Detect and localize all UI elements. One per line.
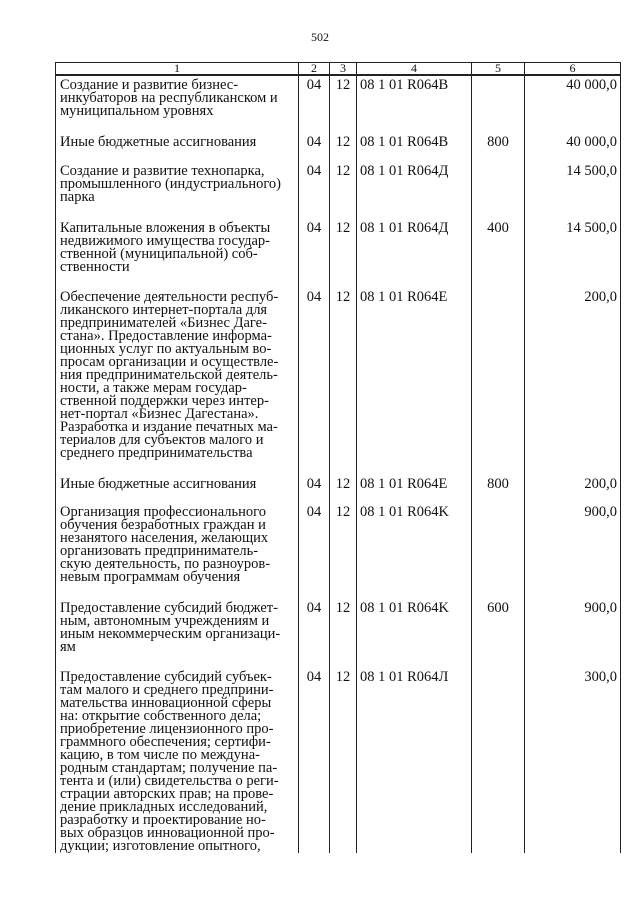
row-name — [56, 162, 299, 219]
row-name — [56, 475, 299, 503]
header-col-1: 1 — [56, 63, 299, 76]
row-target-code: 08 1 01 R064E — [357, 288, 472, 475]
header-row — [56, 63, 621, 76]
row-name — [56, 219, 299, 288]
row-subsection: 12 — [330, 503, 357, 599]
row-name-line: ственной поддержки через интер- — [60, 393, 269, 409]
row-name-line: граммного обеспечения; сертифи- — [60, 734, 271, 750]
row-subsection: 12 — [330, 162, 357, 219]
table-row — [56, 475, 621, 503]
row-name-line: мательства инновационной сферы — [60, 695, 272, 711]
row-amount: 900,0 — [525, 599, 621, 668]
row-section: 04 — [299, 599, 330, 668]
row-name-line: инкубаторов на республиканском и — [60, 90, 278, 106]
row-name-line: среднего предпринимательства — [60, 445, 253, 461]
table-row — [56, 668, 621, 853]
row-name-line: териалов для субъектов малого и — [60, 432, 264, 448]
row-name-line: Иные бюджетные ассигнования — [60, 134, 257, 150]
row-name-line: дение прикладных исследований, — [60, 799, 268, 815]
row-amount: 300,0 — [525, 668, 621, 853]
row-name-line: тента и (или) свидетельства о реги- — [60, 773, 279, 789]
row-expense-type: 600 — [472, 599, 525, 668]
row-expense-type: 800 — [472, 475, 525, 503]
row-section: 04 — [299, 219, 330, 288]
row-name-line: ликанского интернет-портала для — [60, 302, 268, 318]
row-name-line: Предоставление субсидий бюджет- — [60, 600, 278, 616]
row-subsection: 12 — [330, 75, 357, 133]
header-col-4: 4 — [357, 63, 472, 76]
row-name-line: обучения безработных граждан и — [60, 517, 266, 533]
row-subsection: 12 — [330, 288, 357, 475]
row-name-line: страции авторских прав; на прове- — [60, 786, 274, 802]
row-subsection: 12 — [330, 219, 357, 288]
row-section: 04 — [299, 475, 330, 503]
row-name-line: ности, а также мерам государ- — [60, 380, 247, 396]
row-name-line: предпринимателей «Бизнес Даге- — [60, 315, 267, 331]
row-name-line: родным стандартам; получение па- — [60, 760, 278, 776]
header-col-5: 5 — [472, 63, 525, 76]
row-name-line: недвижимого имущества государ- — [60, 233, 270, 249]
row-subsection: 12 — [330, 475, 357, 503]
row-name-line: Капитальные вложения в объекты — [60, 220, 271, 236]
row-target-code: 08 1 01 R064B — [357, 75, 472, 133]
row-section: 04 — [299, 75, 330, 133]
row-name-line: дукции; изготовление опытного, — [60, 838, 261, 854]
row-name-line: парка — [60, 189, 95, 205]
row-name-line: ционных услуг по актуальным во- — [60, 341, 272, 357]
row-section: 04 — [299, 288, 330, 475]
row-target-code: 08 1 01 R064K — [357, 599, 472, 668]
budget-table — [55, 62, 621, 853]
row-name — [56, 668, 299, 853]
row-name — [56, 133, 299, 162]
row-name-line: невым программам обучения — [60, 569, 241, 585]
table-row — [56, 288, 621, 475]
row-section: 04 — [299, 162, 330, 219]
row-name-line: там малого и среднего предприни- — [60, 682, 274, 698]
row-expense-type — [472, 75, 525, 133]
row-name — [56, 288, 299, 475]
table-row — [56, 162, 621, 219]
table-row — [56, 75, 621, 133]
row-name-line: Разработка и издание печатных ма- — [60, 419, 278, 435]
row-name-line: скую деятельность, по разноуров- — [60, 556, 271, 572]
row-name-line: стана». Предоставление информа- — [60, 328, 272, 344]
row-name-line: кацию, в том числе по междуна- — [60, 747, 260, 763]
row-name — [56, 599, 299, 668]
row-target-code: 08 1 01 R064Л — [357, 668, 472, 853]
row-amount: 900,0 — [525, 503, 621, 599]
row-target-code: 08 1 01 R064B — [357, 133, 472, 162]
row-name-line: Обеспечение деятельности респуб- — [60, 289, 279, 305]
row-amount: 200,0 — [525, 288, 621, 475]
row-name-line: Иные бюджетные ассигнования — [60, 476, 257, 492]
page-number: 502 — [311, 30, 329, 44]
row-name-line: нет-портал «Бизнес Дагестана». — [60, 406, 259, 422]
header-col-6: 6 — [525, 63, 621, 76]
row-name-line: просам организации и осуществле- — [60, 354, 279, 370]
row-amount: 40 000,0 — [525, 133, 621, 162]
row-name-line: муниципальном уровнях — [60, 103, 214, 119]
row-name-line: ственной (муниципальной) соб- — [60, 246, 258, 262]
row-name-line: Создание и развитие технопарка, — [60, 163, 265, 179]
row-target-code: 08 1 01 R064Д — [357, 162, 472, 219]
row-target-code: 08 1 01 R064Д — [357, 219, 472, 288]
row-section: 04 — [299, 668, 330, 853]
row-subsection: 12 — [330, 133, 357, 162]
row-expense-type: 400 — [472, 219, 525, 288]
header-col-2: 2 — [299, 63, 330, 76]
row-name — [56, 75, 299, 133]
row-expense-type: 800 — [472, 133, 525, 162]
row-name-line: вых образцов инновационной про- — [60, 825, 275, 841]
row-name-line: незанятого населения, желающих — [60, 530, 269, 546]
row-amount: 40 000,0 — [525, 75, 621, 133]
row-expense-type — [472, 162, 525, 219]
row-name-line: ям — [60, 639, 76, 655]
row-name-line: на: открытие собственного дела; — [60, 708, 262, 724]
row-target-code: 08 1 01 R064E — [357, 475, 472, 503]
table-row — [56, 599, 621, 668]
row-name-line: ственности — [60, 259, 130, 275]
row-name-line: Предоставление субсидий субъек- — [60, 669, 272, 685]
header-col-3: 3 — [330, 63, 357, 76]
row-expense-type — [472, 503, 525, 599]
row-name-line: ным, автономным учреждениям и — [60, 613, 270, 629]
row-name — [56, 503, 299, 599]
row-amount: 14 500,0 — [525, 162, 621, 219]
row-name-line: иным некоммерческим организаци- — [60, 626, 281, 642]
row-subsection: 12 — [330, 599, 357, 668]
row-expense-type — [472, 668, 525, 853]
table-row — [56, 503, 621, 599]
row-name-line: организовать предприниматель- — [60, 543, 259, 559]
row-name-line: промышленного (индустриального) — [60, 176, 281, 192]
table-row — [56, 133, 621, 162]
row-amount: 14 500,0 — [525, 219, 621, 288]
row-name-line: Организация профессионального — [60, 504, 266, 520]
row-target-code: 08 1 01 R064K — [357, 503, 472, 599]
row-subsection: 12 — [330, 668, 357, 853]
row-amount: 200,0 — [525, 475, 621, 503]
row-name-line: приобретение лицензионного про- — [60, 721, 274, 737]
row-section: 04 — [299, 503, 330, 599]
row-name-line: ния предпринимательской деятель- — [60, 367, 278, 383]
table-row — [56, 219, 621, 288]
row-name-line: разработку и проектирование но- — [60, 812, 266, 828]
row-name-line: Создание и развитие бизнес- — [60, 77, 239, 93]
row-section: 04 — [299, 133, 330, 162]
row-expense-type — [472, 288, 525, 475]
